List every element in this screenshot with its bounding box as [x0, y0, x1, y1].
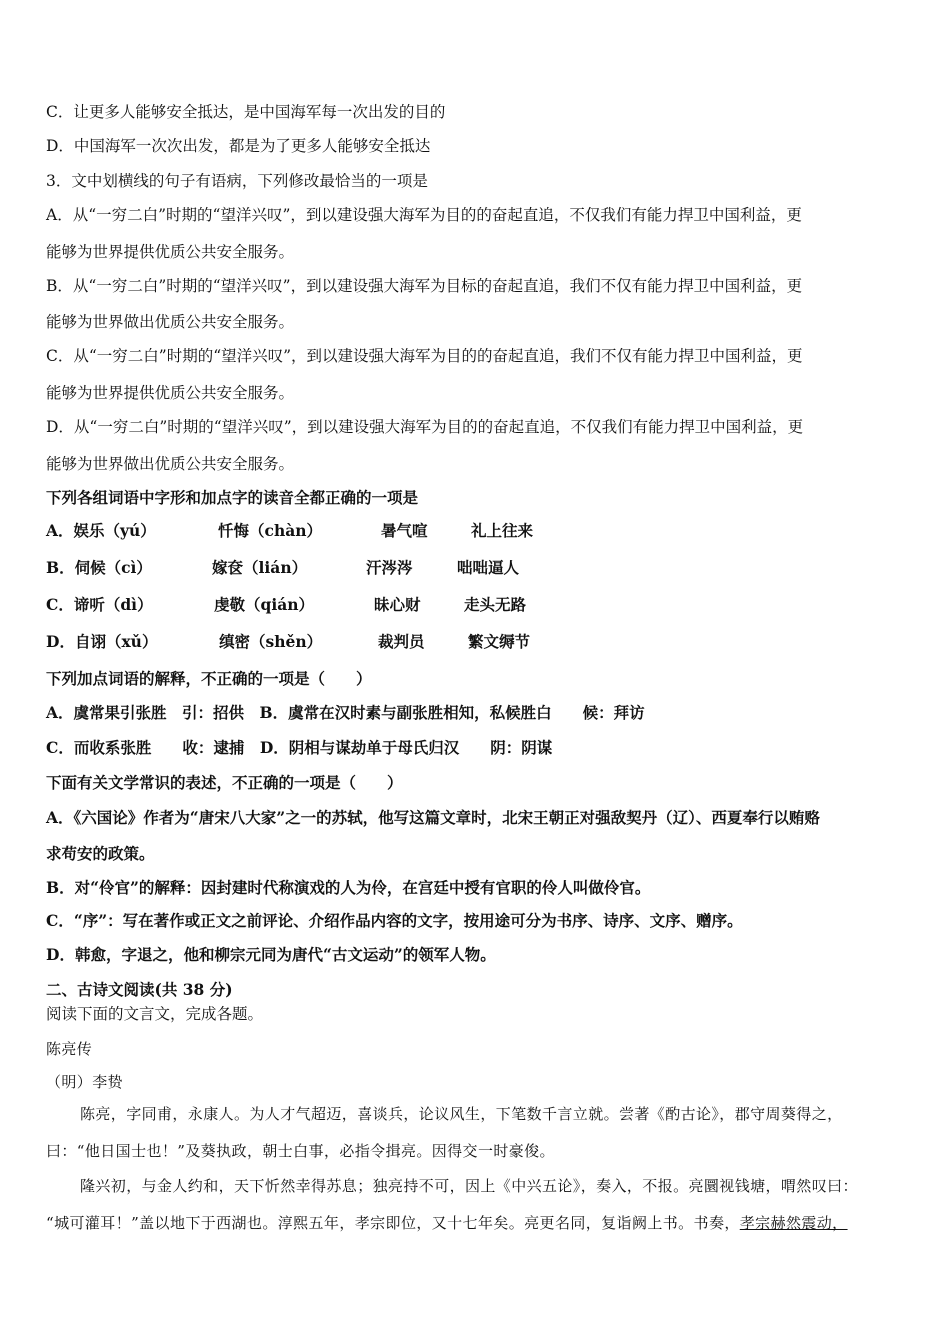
q4-row-a-word2: 忏悔（chàn）: [218, 521, 323, 540]
passage-paragraph-2-line2: [46, 1213, 848, 1233]
q6-option-d: D．韩愈，字退之，他和柳宗元同为唐代“古文运动”的领军人物。: [46, 945, 496, 964]
q3-option-a-line2: 能够为世界提供优质公共安全服务。: [46, 243, 295, 261]
q3-option-c-line1: C．从“一穷二白”时期的“望洋兴叹”，到以建设强大海军为目的的奋起直追，我们不仅有能力捍卫中国利益，更: [46, 347, 803, 365]
q3-option-d-line1: D．从“一穷二白”时期的“望洋兴叹”，到以建设强大海军为目的的奋起直追，不仅我们有能力捍卫中国利益，更: [46, 418, 804, 436]
passage-paragraph-1-line2: 曰：“他日国士也！”及葵执政，朝士白事，必指令揖亮。因得交一时豪俊。: [46, 1142, 555, 1160]
q4-stem: 下列各组词语中字形和加点字的读音全都正确的一项是: [46, 488, 419, 507]
q4-row-c-word2: 虔敬（qián）: [214, 595, 315, 614]
q4-row-a-word3: 暑气喧: [381, 521, 428, 540]
q3-stem: 3．文中划横线的句子有语病，下列修改最恰当的一项是: [46, 172, 428, 190]
q2-option-d: D．中国海军一次次出发，都是为了更多人能够安全抵达: [46, 137, 431, 155]
q4-row-b-word2: 嫁奁（lián）: [212, 558, 308, 577]
q4-row-b-word3: 汗涔涔: [366, 558, 413, 577]
q4-row-a-word4: 礼上往来: [471, 521, 534, 540]
q5-options-ab: A．虞常果引张胜 引：招供 B．虞常在汉时素与副张胜相知，私候胜白 候：拜访: [46, 703, 645, 722]
q3-option-b-line2: 能够为世界做出优质公共安全服务。: [46, 313, 295, 331]
q4-row-d-word3: 裁判员: [378, 632, 425, 651]
q6-option-a-line2: 求苟安的政策。: [46, 844, 155, 863]
q3-option-a-line1: A．从“一穷二白”时期的“望洋兴叹”，到以建设强大海军为目的的奋起直追，不仅我们有能力捍卫中国利益，更: [46, 206, 802, 224]
q4-row-d-word4: 繁文缛节: [468, 632, 531, 651]
q3-option-d-line2: 能够为世界做出优质公共安全服务。: [46, 455, 295, 473]
q6-option-c: C．“序”：写在著作或正文之前评论、介绍作品内容的文字，按用途可分为书序、诗序、文序、赠序。: [46, 911, 743, 930]
q4-row-b-word4: 咄咄逼人: [457, 558, 520, 577]
q6-stem: 下面有关文学常识的表述，不正确的一项是（ ）: [46, 773, 403, 792]
q4-row-b-word1: B．伺候（cì）: [46, 558, 152, 577]
q6-option-b: B．对“伶官”的解释：因封建时代称演戏的人为伶，在宫廷中授有官职的伶人叫做伶官。: [46, 878, 651, 897]
q4-row-d-word1: D．自诩（xǔ）: [46, 632, 158, 651]
q4-row-c-word4: 走头无路: [464, 595, 527, 614]
q4-row-c-word3: 昧心财: [374, 595, 421, 614]
passage-paragraph-2-line1: 隆兴初，与金人约和，天下忻然幸得苏息；独亮持不可，因上《中兴五论》，奏入，不报。亮圜视钱塘，喟然叹曰：: [80, 1177, 858, 1195]
q2-option-c: C．让更多人能够安全抵达，是中国海军每一次出发的目的: [46, 103, 446, 121]
q6-option-a-line1: A．《六国论》作者为“唐宋八大家”之一的苏轼，他写这篇文章时，北宋王朝正对强敌契丹（辽）、西夏奉行以贿赂: [46, 808, 820, 827]
q3-option-b-line1: B．从“一穷二白”时期的“望洋兴叹”，到以建设强大海军为目标的奋起直追，我们不仅有能力捍卫中国利益，更: [46, 277, 803, 295]
passage-author: （明）李贽: [46, 1073, 124, 1091]
passage-paragraph-1-line1: 陈亮，字同甫，永康人。为人才气超迈，喜谈兵，论议风生，下笔数千言立就。尝著《酌古论》，郡守周葵得之，: [80, 1105, 843, 1123]
q5-stem: 下列加点词语的解释，不正确的一项是（ ）: [46, 669, 372, 688]
passage-title: 陈亮传: [46, 1040, 93, 1058]
q4-row-a-word1: A．娱乐（yú）: [46, 521, 156, 540]
section-heading: 二、古诗文阅读(共 38 分): [46, 980, 233, 999]
q4-row-c-word1: C．谛听（dì）: [46, 595, 153, 614]
underlined-sentence: 孝宗赫然震动，: [739, 1214, 848, 1232]
section-intro: 阅读下面的文言文，完成各题。: [46, 1005, 264, 1023]
passage-text: “城可灌耳！”盖以地下于西湖也。淳熙五年，孝宗即位，又十七年矣。亮更名同，复诣阙上书。书奏，: [46, 1214, 740, 1232]
q5-options-cd: C．而收系张胜 收：逮捕 D．阴相与谋劫单于母氏归汉 阴：阴谋: [46, 738, 553, 757]
q4-row-d-word2: 缜密（shěn）: [219, 632, 323, 651]
q3-option-c-line2: 能够为世界提供优质公共安全服务。: [46, 384, 295, 402]
